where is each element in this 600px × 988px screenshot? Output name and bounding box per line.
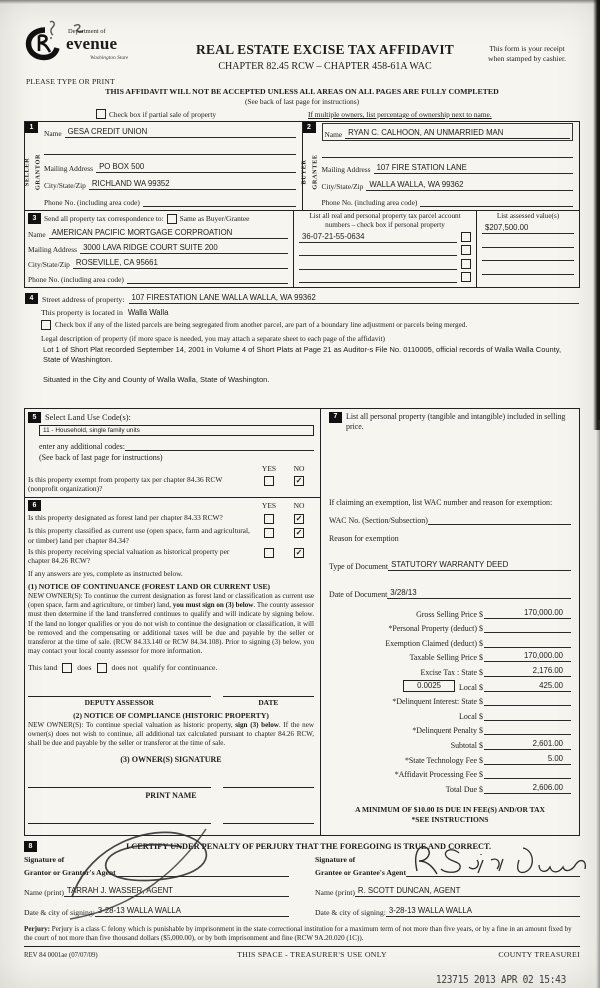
- seller-side-label: SELLER GRANTOR: [22, 153, 41, 190]
- grantee-date-city-field[interactable]: 3-28-13 WALLA WALLA: [386, 906, 580, 917]
- land-classification-section: [25, 497, 320, 824]
- qualify-label: qualify for continuance.: [142, 663, 218, 673]
- corr-mailing-label: Mailing Address: [28, 245, 78, 254]
- forest-land-question: Is this property designated as forest land per chapter 84.33 RCW?: [28, 513, 223, 522]
- partial-sale-label: Check box if partial sale of property: [109, 109, 217, 119]
- parcel-header: List all real and personal property tax parcel account numbers – check box if personal property: [309, 212, 461, 229]
- land-use-code-select[interactable]: 11 - Household, single family units: [39, 425, 314, 436]
- logo-revenue-text: evenue: [66, 34, 118, 53]
- no-column-header: NO: [293, 501, 305, 510]
- does-not-label: does not: [111, 663, 138, 673]
- money-row-label: Taxable Selling Price: [409, 653, 477, 663]
- corr-name-field[interactable]: AMERICAN PACIFIC MORTGAGE CORPROATION: [49, 228, 288, 239]
- forest-no-checkbox[interactable]: ✓: [295, 514, 303, 524]
- money-row-label: Local: [459, 682, 477, 692]
- section-3-badge: 3: [28, 213, 41, 224]
- money-row-label: Exemption Claimed (deduct): [385, 638, 477, 648]
- money-row-label: *Personal Property (deduct): [388, 624, 477, 634]
- if-yes-note: If any answers are yes, complete as instructed below.: [28, 569, 183, 579]
- scan-edge-right: [593, 0, 600, 430]
- section-4-badge: 4: [25, 293, 38, 304]
- located-value[interactable]: Walla Walla: [127, 308, 169, 317]
- personal-property-checkbox[interactable]: [461, 272, 471, 282]
- corr-city-label: City/State/Zip: [28, 260, 70, 269]
- rev-number: REV 84 0001ae (07/07/09): [24, 951, 98, 959]
- see-back-instructions: (See back of last page for instructions): [244, 97, 360, 106]
- historic-no-checkbox[interactable]: ✓: [295, 548, 303, 558]
- acceptance-warning: THIS AFFIDAVIT WILL NOT BE ACCEPTED UNLESS ALL AREAS ON ALL PAGES ARE FULLY COMPLETED: [105, 87, 499, 96]
- seller-mailing-label: Mailing Address: [44, 163, 94, 173]
- land-use-and-tax-block: [24, 408, 580, 836]
- current-use-yes-checkbox[interactable]: [264, 528, 274, 538]
- money-row-label: Total Due: [445, 784, 477, 794]
- money-row-label: *State Technology Fee: [404, 755, 477, 765]
- legal-description-label: Legal description of property (if more space is needed, you may attach a separate sheet to each page of the affidavit): [41, 334, 385, 343]
- exempt-yes-checkbox[interactable]: [264, 476, 274, 486]
- yes-column-header: YES: [261, 501, 277, 510]
- personal-property-intro: List all personal property (tangible and intangible) included in selling price.: [346, 411, 566, 431]
- street-address-field[interactable]: 107 FIRESTATION LANE WALLA WALLA, WA 99362: [129, 293, 580, 304]
- date-of-document-field[interactable]: 3/28/13: [387, 588, 571, 599]
- exempt-no-checkbox[interactable]: ✓: [295, 475, 303, 485]
- seller-name-field[interactable]: GESA CREDIT UNION: [65, 127, 296, 138]
- parcel-row: [299, 229, 471, 243]
- grantor-name-print-label: Name (print): [24, 887, 64, 897]
- county-treasurer-label: COUNTY TREASUREI: [498, 949, 580, 959]
- footer-row: [24, 950, 580, 959]
- forest-yes-checkbox[interactable]: [264, 514, 274, 524]
- grantor-signature-block: [24, 855, 289, 917]
- date-label: DATE: [258, 697, 279, 707]
- seller-extra-name-field[interactable]: [44, 154, 296, 155]
- send-correspondence-label: Send all property tax correspondence to:: [44, 214, 164, 223]
- total-due-field[interactable]: 2,606.00: [484, 783, 571, 794]
- money-row-label: Local: [459, 711, 477, 721]
- grantee-name-print-label: Name (print): [315, 887, 355, 897]
- grantor-name-print-field[interactable]: TARRAH J. WASSER, AGENT: [64, 886, 289, 897]
- owner-signature-line[interactable]: [28, 779, 211, 788]
- print-name-line[interactable]: [223, 815, 314, 824]
- parcel-row: [299, 270, 471, 284]
- assessed-value-field[interactable]: [482, 247, 574, 248]
- buyer-name-field[interactable]: RYAN C. CALHOON, AN UNMARRIED MAN: [345, 128, 570, 139]
- scan-edge-top: [0, 0, 600, 4]
- wac-number-label: WAC No. (Section/Subsection): [329, 516, 428, 526]
- buyer-name-label: Name: [324, 130, 343, 139]
- delinquent-interest-local-field[interactable]: [484, 720, 571, 721]
- corr-mailing-field[interactable]: 3000 LAVA RIDGE COURT SUITE 200: [80, 243, 288, 254]
- deputy-assessor-label: DEPUTY ASSESSOR: [84, 697, 155, 707]
- grantor-date-city-label: Date & city of signing:: [24, 907, 95, 917]
- money-row-label: *Affidavit Processing Fee: [394, 770, 477, 780]
- land-use-title: Select Land Use Code(s):: [45, 412, 131, 422]
- receipt-note: [474, 26, 580, 86]
- gross-selling-price-field[interactable]: 170,000.00: [484, 608, 571, 619]
- tax-amount-table: Gross Selling Price $ 170,000.00 *Personal Property (deduct) $ Exemption Claimed (deduct) $ Taxable Selling Price $ 170,000.00 Excise Tax : State $ 2,176.00 0.0025 Local $ 425.00 *Delinquent Interest: State $ Local $ *Delinquent Penalty $ Subtotal $ 2,601.00 *State Technology Fee $ 5.00 *Affidavit Processing Fee $ Total Due $ 2,606.00: [329, 604, 571, 794]
- section-7-badge: 7: [329, 412, 342, 423]
- seller-city-label: City/State/Zip: [44, 180, 86, 190]
- section-6-badge: 6: [28, 500, 41, 511]
- buyer-mailing-label: Mailing Address: [321, 165, 371, 174]
- grantee-signature-label: Signature of: [315, 854, 356, 864]
- form-title: REAL ESTATE EXCISE TAX AFFIDAVIT: [196, 42, 454, 57]
- segregated-checkbox[interactable]: [41, 320, 51, 330]
- certification-section: [24, 836, 580, 917]
- grantee-signature-line[interactable]: [406, 876, 580, 877]
- tax-computation-section: [321, 409, 579, 835]
- print-name-heading: PRINT NAME: [145, 791, 197, 801]
- perjury-notice: Perjury: Perjury is a class C felony which is punishable by imprisonment in the state correctional institution for a maximum term of not more than five years, or by a fine in an amount fixed by the court of not more than five thousand dollars ($5,000.00), or by both imprisonment and fine (RCW 9A.20.020 (1C)).: [24, 925, 580, 947]
- assessed-values-column: [477, 211, 579, 287]
- grantor-date-city-field[interactable]: 3-28-13 WALLA WALLA: [95, 906, 289, 917]
- this-land-label: This land: [28, 663, 58, 673]
- dor-logo-icon: [24, 26, 66, 62]
- seller-city-field[interactable]: RICHLAND WA 99352: [89, 179, 296, 190]
- assessed-header: List assessed value(s): [496, 212, 560, 220]
- treasurer-space-label: THIS SPACE - TREASURER'S USE ONLY: [237, 949, 387, 959]
- buyer-mailing-field[interactable]: 107 FIRE STATION LANE: [374, 163, 573, 174]
- receipt-note-line2: when stamped by cashier.: [487, 53, 567, 63]
- additional-codes-field[interactable]: [125, 450, 314, 451]
- exempt-question: Is this property exempt from property tax per chapter 84.36 RCW (nonprofit organization)?: [28, 474, 223, 493]
- property-address-section: [24, 288, 580, 386]
- current-use-no-checkbox[interactable]: ✓: [295, 527, 303, 537]
- logo-department-text: Department of: [68, 28, 106, 35]
- notice-compliance-title: (2) NOTICE OF COMPLIANCE (HISTORIC PROPERTY): [73, 710, 269, 720]
- assessed-value-field[interactable]: [482, 274, 574, 275]
- same-as-buyer-checkbox[interactable]: [167, 214, 177, 224]
- owners-signature-heading: (3) OWNER(S) SIGNATURE: [120, 755, 222, 765]
- personal-property-checkbox[interactable]: [461, 232, 471, 242]
- type-of-document-field[interactable]: STATUTORY WARRANTY DEED: [388, 560, 571, 571]
- please-type-or-print: PLEASE TYPE OR PRINT: [26, 77, 115, 86]
- located-label: This property is located in: [41, 308, 123, 317]
- assessed-value-field[interactable]: $207,500.00: [482, 223, 574, 234]
- multiple-owners-note: If multiple owners, list percentage of ownership next to name.: [308, 110, 492, 119]
- grantor-signature-label: Signature of: [24, 854, 65, 864]
- subtotal-field[interactable]: 2,601.00: [484, 739, 571, 750]
- notice-compliance-body: NEW OWNER(S): To continue special valuation as historic property, sign (3) below. If the new owner(s) does not wish to continue, all additional tax calculated pursuant to chapter 84.26 RCW, shall be due and payable by the seller or transferor at the time of sale.: [28, 720, 315, 747]
- see-back-note: (See back of last page for instructions): [39, 452, 163, 462]
- buyer-city-field[interactable]: WALLA WALLA, WA 99362: [366, 180, 573, 191]
- buyer-extra-name-field[interactable]: [322, 157, 574, 158]
- street-address-label: Street address of property:: [42, 295, 125, 304]
- no-column-header: NO: [293, 463, 305, 473]
- state-technology-fee-field[interactable]: 5.00: [484, 754, 571, 765]
- exemption-intro: If claiming an exemption, list WAC number and reason for exemption:: [329, 498, 553, 508]
- notice-continuance-title: (1) NOTICE OF CONTINUANCE (FOREST LAND OR CURRENT USE): [28, 582, 271, 592]
- personal-property-deduct-field[interactable]: [484, 632, 571, 633]
- additional-codes-label: enter any additional codes:: [39, 441, 125, 451]
- current-use-question: Is this property classified as current use (open space, farm and agricultural, or timber) land per chapter 84.34?: [28, 526, 250, 545]
- reason-for-exemption-label: Reason for exemption: [329, 534, 399, 544]
- logo-state-text: Washington State: [90, 55, 129, 61]
- excise-tax-local-field[interactable]: 425.00: [484, 681, 571, 692]
- exemption-claimed-field[interactable]: [484, 647, 571, 648]
- form-header: [24, 26, 580, 86]
- does-qualify-checkbox[interactable]: [62, 663, 72, 673]
- delinquent-interest-state-field[interactable]: [484, 705, 571, 706]
- money-row-label: Gross Selling Price: [416, 609, 477, 619]
- historic-property-question: Is this property receiving special valuation as historical property per chapter 84.26 RCW?: [28, 546, 230, 566]
- assessed-value-field[interactable]: [482, 260, 574, 261]
- buyer-phone-label: Phone No. (including area code): [321, 198, 418, 207]
- taxable-selling-price-field[interactable]: 170,000.00: [484, 651, 571, 662]
- parcel-number-field[interactable]: 36-07-21-55-0634: [299, 232, 457, 243]
- parcel-numbers-column: [293, 211, 477, 287]
- grantee-signature-block: [315, 855, 580, 917]
- historic-yes-checkbox[interactable]: [264, 548, 274, 558]
- date-of-document-label: Date of Document: [329, 590, 388, 600]
- owner-signature-line[interactable]: [223, 779, 314, 788]
- situated-text: Situated in the City and County of Walla Walla, State of Washington.: [43, 374, 270, 384]
- partial-sale-checkbox[interactable]: [96, 109, 106, 119]
- seller-name-label: Name: [44, 129, 62, 138]
- does-label: does: [77, 663, 92, 673]
- money-row-label: *Delinquent Penalty: [412, 726, 477, 736]
- seller-mailing-field[interactable]: PO BOX 500: [96, 162, 295, 173]
- personal-property-checkbox[interactable]: [461, 259, 471, 269]
- parcel-number-field[interactable]: [299, 282, 457, 283]
- notice-continuance-body: NEW OWNER(S): To continue the current designation as forest land or classification as current use (open space, farm and agriculture, or timber) land, you must sign on (3) below. The county assessor must then determine if the land transferred continues to qualify and will indicate by signing below. If the land no longer qualifies or you do not wish to continue the designation or classification, it will be removed and the compensating or additional taxes will be due and payable by the seller or transferor at the time of sale. (RCW 84.33.140 or RCW 84.34.108). Prior to signing (3) below, you may contact your local county assessor for more information.: [28, 592, 314, 655]
- parcel-row: [299, 243, 471, 257]
- parcel-number-field[interactable]: [299, 255, 457, 256]
- legal-description-text[interactable]: Lot 1 of Short Plat recorded September 14, 2001 in Volume 4 of Short Plats at Page 21 as Auditor-s File No. 0110005, official records of Walla Walla County, State of Washington.: [43, 345, 562, 364]
- cashier-date-stamp: 123715 2013 APR 02 15:43: [435, 974, 566, 987]
- does-not-qualify-checkbox[interactable]: [97, 663, 107, 673]
- seller-phone-field[interactable]: [143, 206, 296, 207]
- buyer-city-label: City/State/Zip: [321, 181, 364, 191]
- corr-city-field[interactable]: ROSEVILLE, CA 95661: [73, 258, 288, 269]
- correspondence-section: [25, 211, 579, 287]
- buyer-phone-field[interactable]: [420, 206, 573, 207]
- seller-grantor-section: [22, 122, 302, 210]
- grantee-date-city-label: Date & city of signing:: [315, 907, 386, 917]
- affidavit-processing-fee-field[interactable]: [484, 778, 571, 779]
- yes-column-header: YES: [261, 463, 277, 473]
- money-row-label: *Delinquent Interest: State: [392, 697, 477, 707]
- section-1-badge: 1: [25, 122, 38, 133]
- parcel-number-field[interactable]: [299, 269, 457, 270]
- scan-edge-right-lower: [596, 420, 600, 988]
- wac-number-field[interactable]: [428, 524, 571, 525]
- deputy-assessor-signature-line[interactable]: [28, 688, 211, 697]
- same-as-buyer-label: Same as Buyer/Grantee: [179, 214, 250, 223]
- personal-property-checkbox[interactable]: [461, 245, 471, 255]
- local-rate-box[interactable]: 0.0025: [403, 680, 455, 692]
- grantee-agent-label: Grantee or Grantee's Agent: [315, 867, 407, 877]
- buyer-side-label: BUYER GRANTEE: [300, 153, 318, 190]
- segregated-label: Check box if any of the listed parcels are being segregated from another parcel, are part of a boundary line adjustment or parcels being merged.: [55, 321, 468, 329]
- buyer-grantee-section: [302, 122, 580, 210]
- dor-logo: [24, 26, 176, 86]
- form-subtitle: CHAPTER 82.45 RCW – CHAPTER 458-61A WAC: [218, 61, 432, 72]
- parties-box: [24, 121, 580, 288]
- print-name-line[interactable]: [28, 815, 211, 824]
- corr-phone-label: Phone No. (including area code): [28, 275, 124, 284]
- deputy-date-line[interactable]: [223, 688, 314, 697]
- delinquent-penalty-field[interactable]: [484, 734, 571, 735]
- section-5-badge: 5: [28, 412, 41, 423]
- money-row-label: Subtotal: [450, 740, 477, 750]
- type-of-document-label: Type of Document: [329, 562, 389, 572]
- certify-statement: I CERTIFY UNDER PENALTY OF PERJURY THAT THE FOREGOING IS TRUE AND CORRECT.: [125, 841, 492, 851]
- corr-name-label: Name: [28, 230, 46, 239]
- grantor-agent-label: Grantor or Grantor's Agent: [24, 867, 116, 877]
- section-2-badge: 2: [303, 122, 316, 133]
- section-8-badge: 8: [24, 841, 37, 852]
- grantee-name-print-field[interactable]: R. SCOTT DUNCAN, AGENT: [355, 886, 580, 897]
- excise-tax-state-field[interactable]: 2,176.00: [484, 666, 571, 677]
- money-row-label: Excise Tax : State: [420, 668, 477, 677]
- grantor-signature-line[interactable]: [116, 876, 289, 877]
- seller-phone-label: Phone No. (including area code): [44, 198, 140, 207]
- receipt-note-line1: This form is your receipt: [489, 44, 565, 53]
- corr-phone-field[interactable]: [127, 283, 288, 284]
- minimum-fee-note: A MINIMUM OF $10.00 IS DUE IN FEE(S) AND/OR TAX *SEE INSTRUCTIONS: [355, 804, 545, 824]
- parcel-row: [299, 256, 471, 270]
